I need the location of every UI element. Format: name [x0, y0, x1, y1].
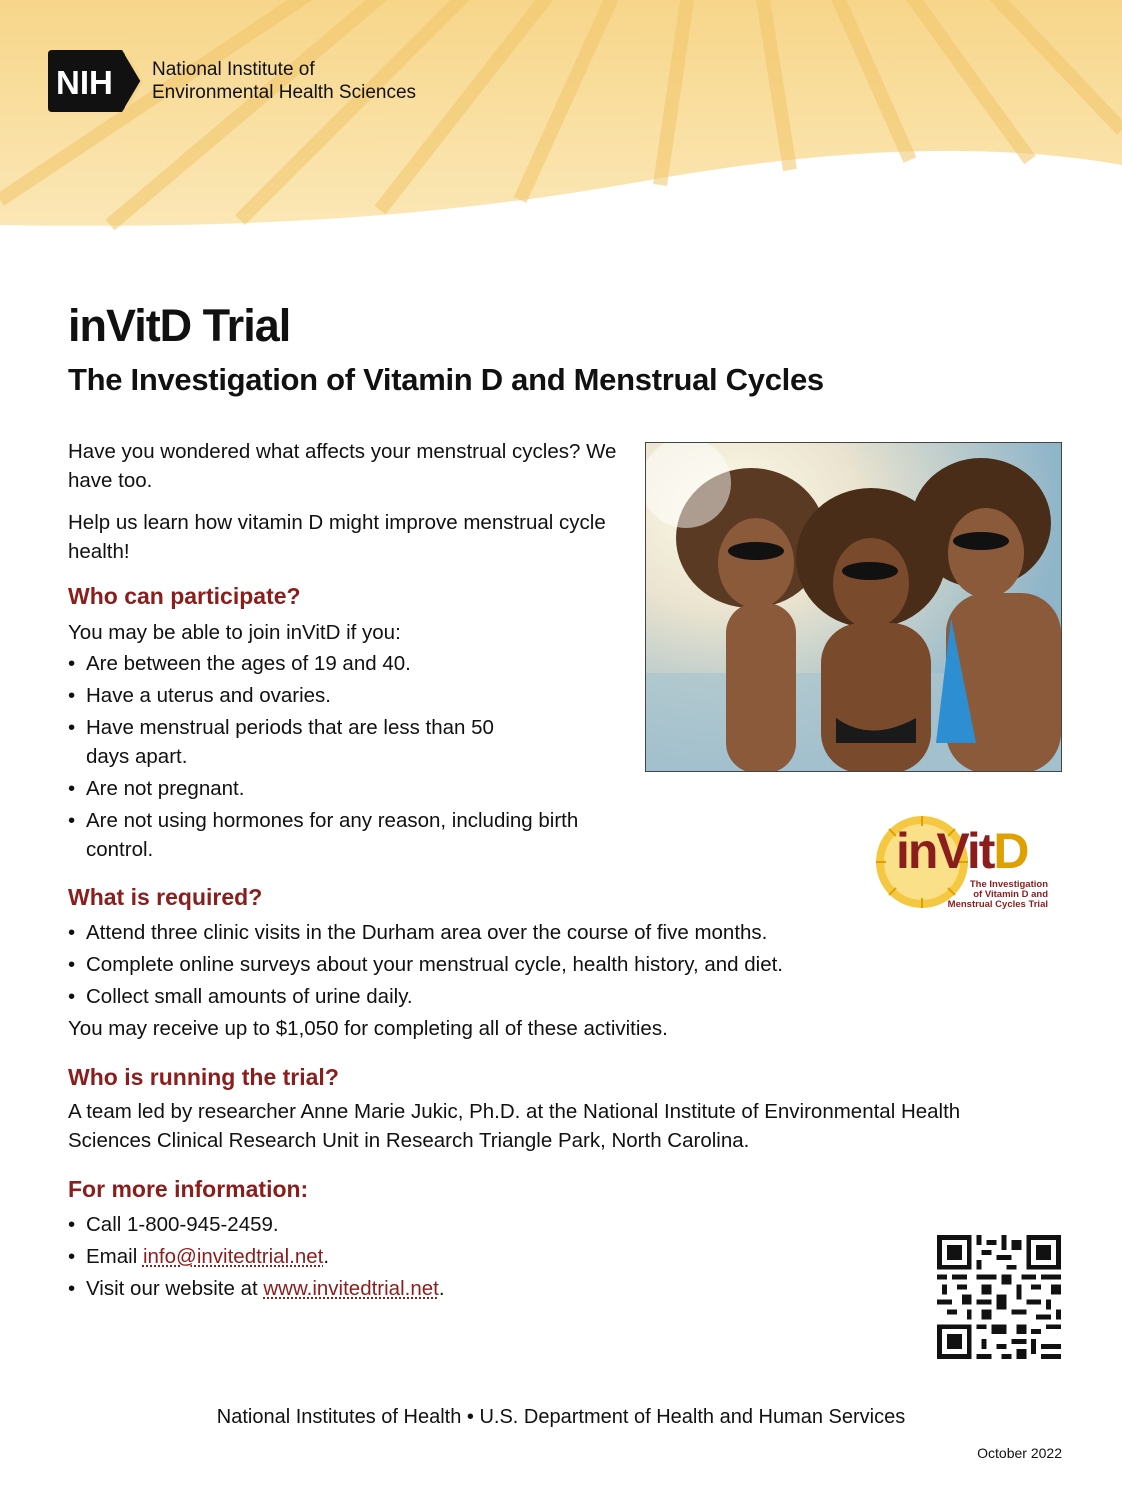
participate-heading: Who can participate?	[68, 583, 301, 609]
list-item: • Complete online surveys about your menstrual cycle, health history, and diet.	[68, 950, 968, 979]
org-line-1: National Institute of	[152, 59, 315, 80]
intro-paragraph-1: Have you wondered what affects your menstrual cycles? We have too.	[68, 440, 617, 492]
list-item: • Email info@invitedtrial.net.	[68, 1242, 668, 1271]
invitd-logo	[872, 812, 1072, 912]
eligibility-list	[68, 649, 588, 867]
sun-ray-banner	[0, 0, 1122, 300]
running-heading: Who is running the trial?	[68, 1064, 339, 1090]
list-item: • Have menstrual periods that are less than 50 days apart.	[68, 713, 506, 771]
org-line-2: Environmental Health Sciences	[152, 82, 417, 103]
requirements-list	[68, 918, 968, 1014]
beach-photo	[645, 442, 1062, 772]
page-title: inVitD Trial	[68, 300, 291, 351]
publication-date: October 2022	[977, 1445, 1062, 1461]
list-item: • Are not pregnant.	[68, 774, 588, 803]
running-text: A team led by researcher Anne Marie Jukic, Ph.D. at the National Institute of Environmental Health Sciences Clinical Research Unit in Research Triangle Park, North Carolina.	[68, 1100, 961, 1152]
email-link[interactable]: info@invitedtrial.net	[142, 1245, 324, 1268]
qr-code-icon[interactable]	[937, 1235, 1061, 1359]
compensation-text: You may receive up to $1,050 for completing all of these activities.	[68, 1017, 668, 1040]
website-link[interactable]: www.invitedtrial.net	[263, 1277, 439, 1300]
contact-list	[68, 1210, 668, 1306]
list-item: • Call 1-800-945-2459.	[68, 1210, 668, 1239]
page-subtitle: The Investigation of Vitamin D and Menstrual Cycles	[68, 362, 824, 397]
footer-text: National Institutes of Health • U.S. Department of Health and Human Services	[216, 1406, 906, 1428]
list-item: • Visit our website at www.invitedtrial.net.	[68, 1274, 668, 1303]
list-item: • Are between the ages of 19 and 40.	[68, 649, 588, 678]
org-name	[152, 58, 416, 104]
required-heading: What is required?	[68, 884, 263, 910]
intro-paragraph-2: Help us learn how vitamin D might improve menstrual cycle health!	[68, 511, 606, 563]
invitd-wordmark: inVitD	[896, 823, 1028, 879]
list-item: • Have a uterus and ovaries.	[68, 681, 588, 710]
list-item: • Are not using hormones for any reason, including birth control.	[68, 806, 588, 864]
list-item: • Attend three clinic visits in the Durham area over the course of five months.	[68, 918, 968, 947]
list-item: • Collect small amounts of urine daily.	[68, 982, 968, 1011]
participate-lead: You may be able to join inVitD if you:	[68, 621, 401, 644]
nih-logo	[48, 50, 416, 112]
info-heading: For more information:	[68, 1176, 309, 1202]
nih-badge-text: NIH	[56, 64, 113, 101]
nih-badge-icon	[48, 50, 142, 112]
invitd-tagline: The Investigation of Vitamin D and Menstrual Cycles Trial	[947, 879, 1048, 910]
